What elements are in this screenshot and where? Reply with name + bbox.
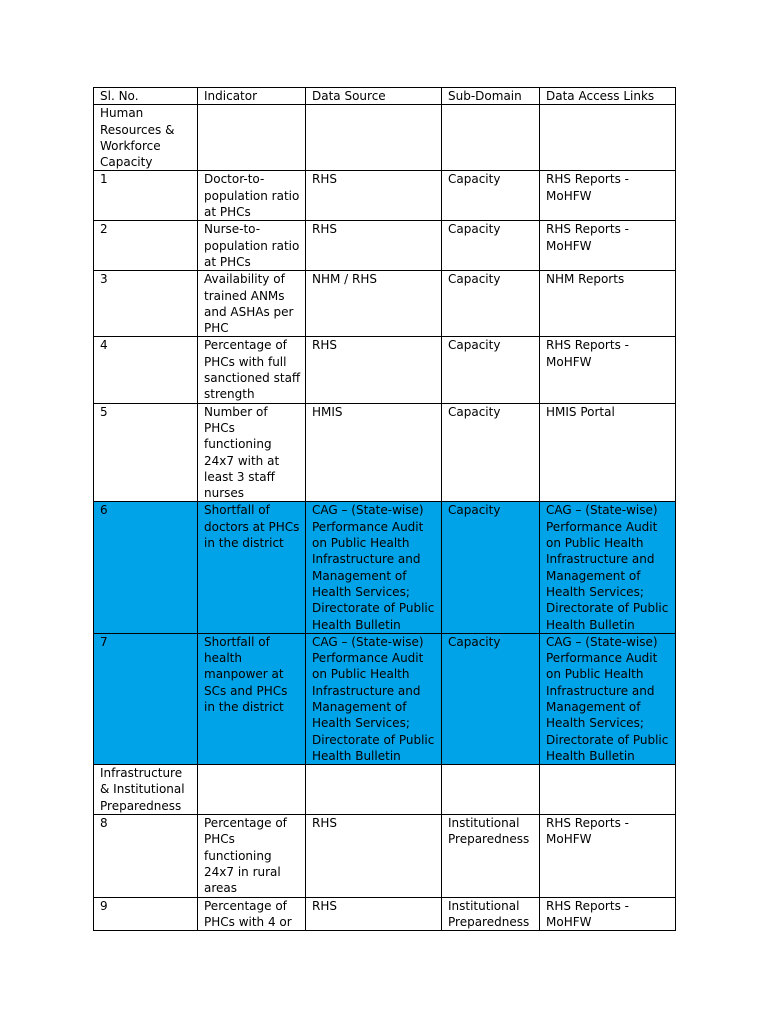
data-source-cell: RHS — [306, 897, 442, 931]
header-data-source: Data Source — [306, 88, 442, 105]
sl-no-cell: 5 — [94, 403, 198, 502]
sl-no-cell: 3 — [94, 271, 198, 337]
table-row — [94, 403, 676, 502]
indicator-cell — [198, 765, 306, 815]
data-access-link-cell: RHS Reports - MoHFW — [540, 815, 676, 897]
data-access-link-cell: RHS Reports - MoHFW — [540, 171, 676, 221]
table-row — [94, 502, 676, 633]
sub-domain-cell — [442, 765, 540, 815]
sl-no-cell: 9 — [94, 897, 198, 931]
section-title-cell: Infrastructure & Institutional Preparedness — [94, 765, 198, 815]
data-source-cell: CAG – (State-wise) Performance Audit on Public Health Infrastructure and Management of Health Services; Directorate of Public Health Bulletin — [306, 633, 442, 764]
sl-no-cell: 4 — [94, 337, 198, 403]
data-source-cell: RHS — [306, 815, 442, 897]
indicator-cell — [198, 105, 306, 171]
data-source-cell: RHS — [306, 337, 442, 403]
data-source-cell: RHS — [306, 171, 442, 221]
table-row — [94, 337, 676, 403]
sub-domain-cell: Capacity — [442, 337, 540, 403]
indicator-cell: Availability of trained ANMs and ASHAs per PHC — [198, 271, 306, 337]
indicator-cell: Number of PHCs functioning 24x7 with at least 3 staff nurses — [198, 403, 306, 502]
data-access-link-cell: CAG – (State-wise) Performance Audit on Public Health Infrastructure and Management of Health Services; Directorate of Public Health Bulletin — [540, 633, 676, 764]
header-data-access-links: Data Access Links — [540, 88, 676, 105]
data-access-link-cell — [540, 105, 676, 171]
sub-domain-cell: Capacity — [442, 403, 540, 502]
sub-domain-cell: Capacity — [442, 221, 540, 271]
sub-domain-cell: Capacity — [442, 633, 540, 764]
sl-no-cell: 2 — [94, 221, 198, 271]
data-source-cell: CAG – (State-wise) Performance Audit on Public Health Infrastructure and Management of Health Services; Directorate of Public Health Bulletin — [306, 502, 442, 633]
table-row — [94, 171, 676, 221]
data-access-link-cell: RHS Reports - MoHFW — [540, 897, 676, 931]
section-header-row — [94, 765, 676, 815]
table-row — [94, 815, 676, 897]
section-title-cell: Human Resources & Workforce Capacity — [94, 105, 198, 171]
indicator-cell: Doctor-to-population ratio at PHCs — [198, 171, 306, 221]
data-source-cell: HMIS — [306, 403, 442, 502]
data-access-link-cell: RHS Reports - MoHFW — [540, 221, 676, 271]
data-access-link-cell: NHM Reports — [540, 271, 676, 337]
indicator-cell: Shortfall of doctors at PHCs in the district — [198, 502, 306, 633]
header-indicator: Indicator — [198, 88, 306, 105]
data-access-link-cell — [540, 765, 676, 815]
indicator-cell: Percentage of PHCs functioning 24x7 in rural areas — [198, 815, 306, 897]
data-source-cell: RHS — [306, 221, 442, 271]
sub-domain-cell: Institutional Preparedness — [442, 897, 540, 931]
table-header-row — [94, 88, 676, 105]
data-source-cell — [306, 105, 442, 171]
data-access-link-cell: CAG – (State-wise) Performance Audit on Public Health Infrastructure and Management of Health Services; Directorate of Public Health Bulletin — [540, 502, 676, 633]
table-row — [94, 271, 676, 337]
section-header-row — [94, 105, 676, 171]
indicator-cell: Percentage of PHCs with full sanctioned staff strength — [198, 337, 306, 403]
sub-domain-cell: Capacity — [442, 171, 540, 221]
indicator-cell: Percentage of PHCs with 4 or — [198, 897, 306, 931]
table-row — [94, 897, 676, 931]
sl-no-cell: 8 — [94, 815, 198, 897]
sub-domain-cell: Capacity — [442, 271, 540, 337]
data-source-cell: NHM / RHS — [306, 271, 442, 337]
table-row — [94, 633, 676, 764]
table-row — [94, 221, 676, 271]
sl-no-cell: 7 — [94, 633, 198, 764]
header-sub-domain: Sub-Domain — [442, 88, 540, 105]
indicator-table — [93, 87, 676, 931]
data-source-cell — [306, 765, 442, 815]
header-sl-no: Sl. No. — [94, 88, 198, 105]
sl-no-cell: 1 — [94, 171, 198, 221]
sl-no-cell: 6 — [94, 502, 198, 633]
data-access-link-cell: HMIS Portal — [540, 403, 676, 502]
indicator-cell: Shortfall of health manpower at SCs and PHCs in the district — [198, 633, 306, 764]
sub-domain-cell — [442, 105, 540, 171]
sub-domain-cell: Capacity — [442, 502, 540, 633]
table-body — [94, 88, 676, 931]
sub-domain-cell: Institutional Preparedness — [442, 815, 540, 897]
data-access-link-cell: RHS Reports - MoHFW — [540, 337, 676, 403]
indicator-cell: Nurse-to-population ratio at PHCs — [198, 221, 306, 271]
